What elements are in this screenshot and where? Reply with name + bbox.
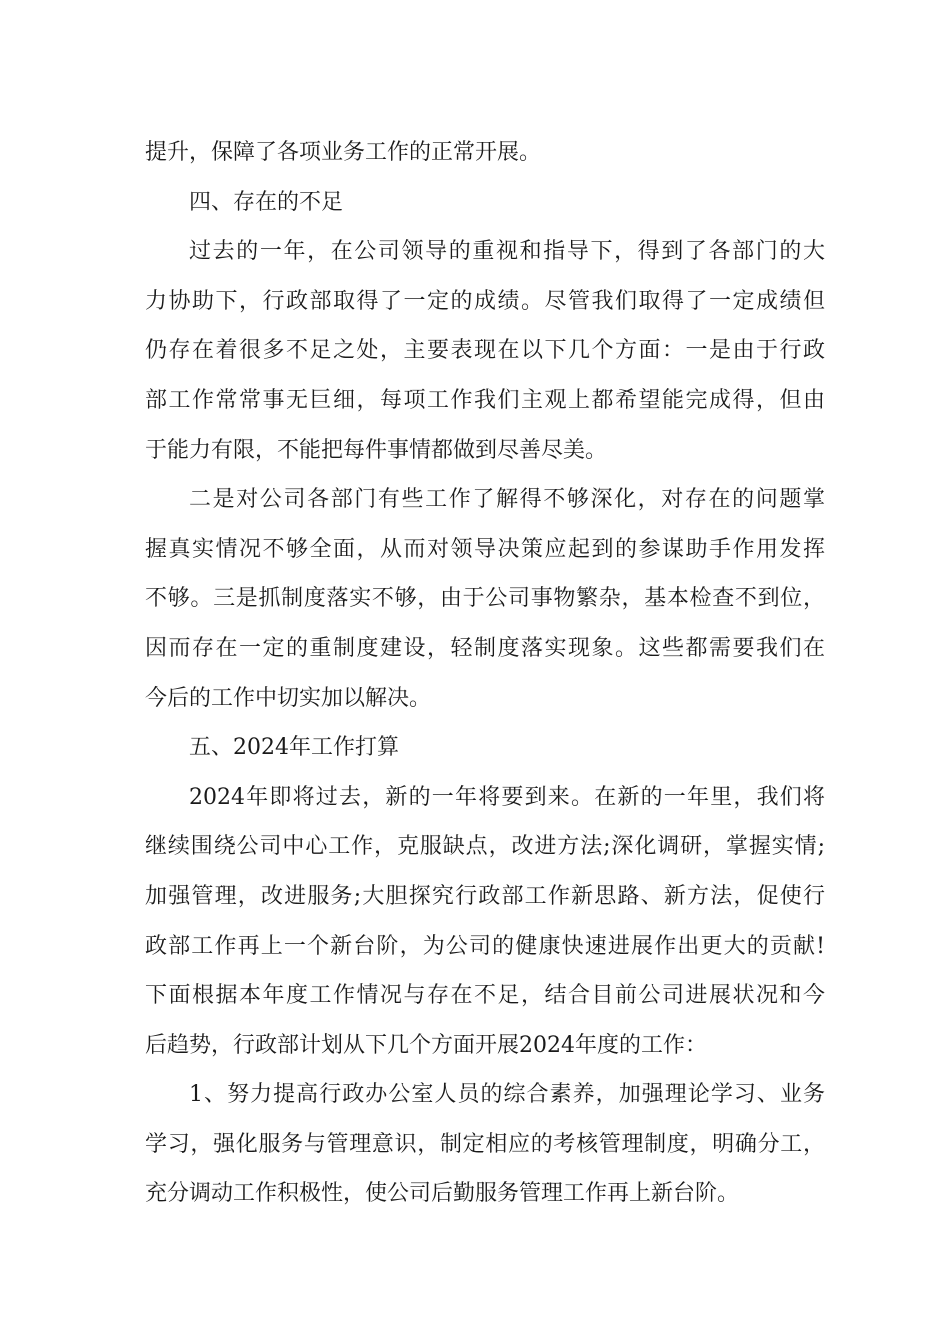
list-item-line: 充分调动工作积极性，使公司后勤服务管理工作再上新台阶。 bbox=[145, 1181, 740, 1207]
paragraph-line: 继续围绕公司中心工作，克服缺点，改进方法;深化调研，掌握实情; bbox=[145, 834, 825, 860]
paragraph-line: 加强管理，改进服务;大胆探究行政部工作新思路、新方法，促使行 bbox=[145, 883, 825, 909]
paragraph-line: 于能力有限，不能把每件事情都做到尽善尽美。 bbox=[145, 437, 608, 463]
paragraph-line: 仍存在着很多不足之处，主要表现在以下几个方面：一是由于行政 bbox=[145, 338, 825, 364]
section-heading-2024-plan: 五、2024年工作打算 bbox=[189, 735, 399, 761]
paragraph-line: 提升，保障了各项业务工作的正常开展。 bbox=[145, 140, 542, 165]
paragraph-line: 2024年即将过去，新的一年将要到来。在新的一年里，我们将 bbox=[189, 784, 825, 810]
paragraph-line: 握真实情况不够全面，从而对领导决策应起到的参谋助手作用发挥 bbox=[145, 536, 825, 562]
paragraph-line: 二是对公司各部门有些工作了解得不够深化，对存在的问题掌 bbox=[189, 487, 825, 513]
paragraph-line: 因而存在一定的重制度建设，轻制度落实现象。这些都需要我们在 bbox=[145, 635, 825, 661]
paragraph-line: 今后的工作中切实加以解决。 bbox=[145, 685, 432, 711]
paragraph-line: 力协助下，行政部取得了一定的成绩。尽管我们取得了一定成绩但 bbox=[145, 288, 825, 314]
paragraph-line: 下面根据本年度工作情况与存在不足，结合目前公司进展状况和今 bbox=[145, 983, 825, 1009]
list-item-line: 学习，强化服务与管理意识，制定相应的考核管理制度，明确分工， bbox=[145, 1131, 825, 1157]
paragraph-line: 不够。三是抓制度落实不够，由于公司事物繁杂，基本检查不到位， bbox=[145, 586, 825, 612]
paragraph-line: 后趋势，行政部计划从下几个方面开展2024年度的工作： bbox=[145, 1032, 707, 1058]
section-heading-shortcomings: 四、存在的不足 bbox=[189, 189, 344, 215]
paragraph-line: 政部工作再上一个新台阶，为公司的健康快速进展作出更大的贡献! bbox=[145, 933, 825, 959]
document-body bbox=[145, 128, 825, 1219]
paragraph-line: 部工作常常事无巨细，每项工作我们主观上都希望能完成得，但由 bbox=[145, 387, 825, 413]
paragraph-line: 过去的一年，在公司领导的重视和指导下，得到了各部门的大 bbox=[189, 239, 825, 265]
list-item-line: 1、努力提高行政办公室人员的综合素养，加强理论学习、业务 bbox=[189, 1082, 825, 1108]
